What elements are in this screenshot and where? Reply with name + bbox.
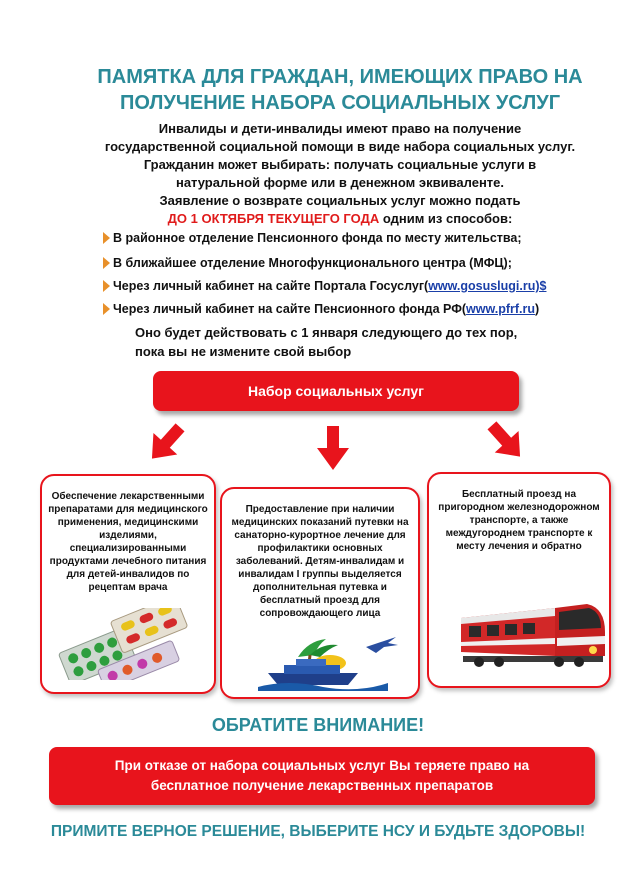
page-title-line2: ПОЛУЧЕНИЕ НАБОРА СОЦИАЛЬНЫХ УСЛУГ (119, 92, 561, 114)
down-arrow-icon (140, 418, 192, 468)
footer-slogan: ПРИМИТЕ ВЕРНОЕ РЕШЕНИЕ, ВЫБЕРИТЕ НСУ И БУДЬТЕ ЗДОРОВЫ! (50, 823, 586, 840)
intro-line3: Гражданин может выбирать: получать социальные услуги в (143, 157, 537, 172)
bullet-arrow-icon (103, 257, 110, 269)
intro-line4: натуральной форме или в денежном эквиваленте. (175, 175, 505, 190)
deadline-suffix: одним из способов: (379, 211, 513, 226)
intro-line5: Заявление о возврате социальных услуг можно подать (159, 193, 521, 208)
way-item-label: Через личный кабинет на сайте Пенсионного фонда РФ( (113, 302, 467, 316)
card-medicines-text: Обеспечение лекарственными препаратами для медицинского применения, медицинскими изделиями, специализированными продуктами лечебного питания для детей-инвалидов по рецептам врача (48, 491, 208, 593)
way-item-mfc (113, 255, 512, 271)
intro-line2: государственной социальной помощи в виде набора социальных услуг. (104, 139, 576, 154)
page-title-line1: ПАМЯТКА ДЛЯ ГРАЖДАН, ИМЕЮЩИХ ПРАВО НА (97, 66, 583, 88)
warning-line2: бесплатное получение лекарственных препаратов (150, 778, 494, 793)
down-arrow-icon (480, 416, 532, 466)
way-item-suffix: ) (535, 302, 540, 316)
way-item-label: Через личный кабинет на сайте Портала Госуслуг( (113, 279, 429, 293)
card-travel-text: Бесплатный проезд на пригородном железнодорожном транспорте, а также междугороднем транспорте к месту лечения и обратно (438, 489, 600, 552)
pfrf-link[interactable]: www.pfrf.ru (466, 302, 536, 316)
warning-banner (49, 747, 595, 805)
card-medicines (40, 474, 216, 694)
cruise-ship-icon (248, 633, 398, 693)
deadline-line (90, 210, 590, 228)
note-line2: пока вы не измените свой выбор (135, 344, 352, 359)
card-travel (427, 472, 611, 688)
card-sanatorium (220, 487, 420, 699)
note-line1: Оно будет действовать с 1 января следующего до тех пор, (135, 325, 518, 340)
gosuslugi-link[interactable]: www.gosuslugi.ru)$ (428, 279, 547, 293)
pills-icon (50, 608, 210, 680)
deadline-date: ДО 1 ОКТЯБРЯ ТЕКУЩЕГО ГОДА (167, 211, 380, 226)
train-icon (459, 598, 607, 668)
warning-line1: При отказе от набора социальных услуг Вы теряете право на (114, 758, 530, 773)
attention-heading: ОБРАТИТЕ ВНИМАНИЕ! (211, 715, 425, 735)
way-item-pfrf (113, 301, 539, 317)
down-arrow-icon (316, 426, 350, 472)
bullet-arrow-icon (103, 280, 110, 292)
way-item-pension-office (113, 230, 522, 246)
bullet-arrow-icon (103, 303, 110, 315)
nsu-banner: Набор социальных услуг (153, 371, 519, 411)
way-item-label: В ближайшее отделение Многофункционального центра (МФЦ); (113, 256, 512, 270)
bullet-arrow-icon (103, 232, 110, 244)
way-item-gosuslugi (113, 278, 546, 294)
way-item-label: В районное отделение Пенсионного фонда по месту жительства; (113, 231, 522, 245)
card-sanatorium-text: Предоставление при наличии медицинских показаний путевки на санаторно-курортное лечение для профилактики основных заболеваний. Детям-инвалидам и инвалидам I группы выделяется дополнительная путевка и бесплатный проезд для сопровождающего лица (231, 504, 409, 619)
intro-line1: Инвалиды и дети-инвалиды имеют право на получение (158, 121, 522, 136)
